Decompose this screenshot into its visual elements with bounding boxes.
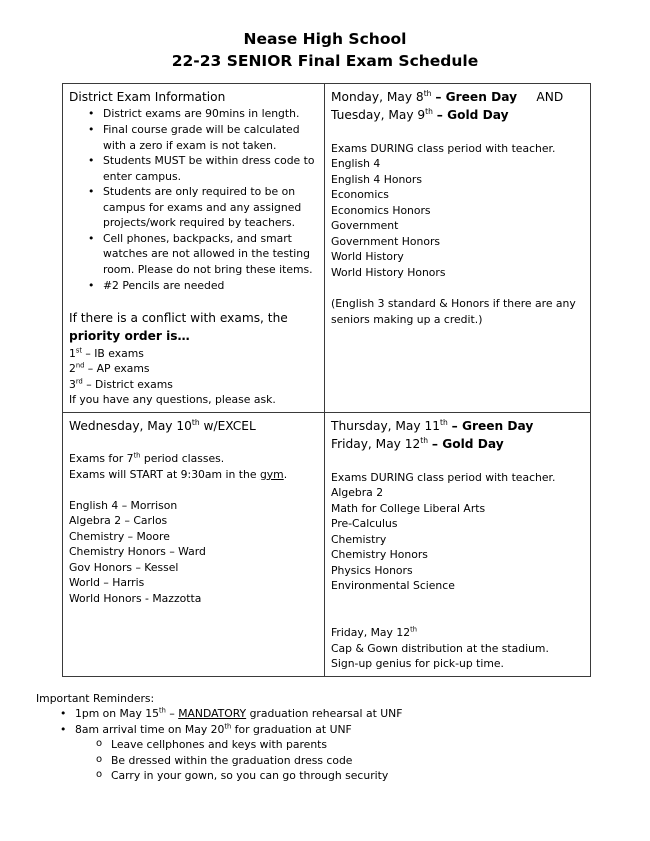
disc-bullet-icon: • bbox=[88, 154, 95, 168]
text-segment: th bbox=[423, 88, 432, 98]
blank-line bbox=[331, 125, 583, 141]
circle-bullet-icon: o bbox=[96, 769, 103, 781]
text-line bbox=[69, 417, 317, 436]
bullet-item bbox=[69, 231, 317, 278]
text-line bbox=[69, 392, 317, 408]
disc-bullet-icon: • bbox=[88, 123, 95, 137]
bullet-text bbox=[103, 231, 317, 278]
circle-bullet-icon: o bbox=[96, 753, 103, 765]
text-segment: District Exam Information bbox=[69, 89, 226, 104]
text-segment: Exams DURING class period with teacher. bbox=[331, 470, 556, 484]
text-segment: – IB exams bbox=[81, 346, 144, 360]
bullet-text bbox=[103, 278, 317, 294]
bullet-item bbox=[69, 153, 317, 184]
disc-bullet-icon: • bbox=[60, 707, 67, 721]
text-segment: Government bbox=[331, 219, 399, 233]
text-line bbox=[331, 296, 583, 327]
text-segment: World History bbox=[331, 250, 404, 264]
text-segment: Algebra 2 bbox=[331, 486, 384, 500]
bullet-item bbox=[36, 753, 614, 769]
text-segment: – bbox=[165, 707, 179, 721]
text-segment: period classes. bbox=[140, 451, 225, 465]
text-line bbox=[331, 187, 583, 203]
text-line bbox=[69, 575, 317, 591]
text-segment: Chemistry bbox=[331, 532, 387, 546]
text-segment: Environmental Science bbox=[331, 579, 455, 593]
text-segment: th bbox=[133, 451, 141, 460]
text-line bbox=[69, 513, 317, 529]
text-segment: Physics Honors bbox=[331, 563, 413, 577]
text-line bbox=[331, 417, 583, 436]
text-line bbox=[331, 563, 583, 579]
text-segment: Chemistry Honors – Ward bbox=[69, 545, 206, 559]
text-segment: nd bbox=[75, 361, 85, 370]
text-segment: Students are only required to be on campus for exams and any assigned projects/work required by teachers. bbox=[103, 185, 302, 230]
text-segment: st bbox=[75, 346, 82, 355]
bullet-text bbox=[103, 106, 317, 122]
disc-bullet-icon: • bbox=[88, 278, 95, 292]
text-segment: – Gold Day bbox=[431, 437, 504, 452]
text-segment: Exams DURING class period with teacher. bbox=[331, 141, 556, 155]
bullet-item bbox=[69, 278, 317, 294]
blank-line bbox=[69, 293, 317, 309]
disc-bullet-icon: • bbox=[60, 722, 67, 736]
text-segment: Chemistry Honors bbox=[331, 548, 428, 562]
text-segment: World History Honors bbox=[331, 265, 446, 279]
cell-may11-12-exams bbox=[325, 412, 591, 676]
text-segment: Thursday, May 11 bbox=[331, 418, 440, 433]
text-segment: If you have any questions, please ask. bbox=[69, 393, 276, 407]
text-segment: Exams will START at 9:30am in the bbox=[69, 467, 260, 481]
text-line bbox=[331, 106, 583, 125]
text-segment: th bbox=[410, 625, 417, 634]
text-line bbox=[69, 591, 317, 607]
text-segment: (English 3 standard & Honors if there are any seniors making up a credit.) bbox=[331, 297, 576, 326]
text-line bbox=[69, 377, 317, 393]
text-segment: Math for College Liberal Arts bbox=[331, 501, 486, 515]
bullet-text bbox=[111, 753, 614, 769]
text-segment: rd bbox=[75, 377, 83, 386]
important-reminders-section bbox=[36, 691, 614, 784]
text-line bbox=[331, 547, 583, 563]
text-segment: 1 bbox=[69, 346, 76, 360]
bullet-item bbox=[36, 737, 614, 753]
text-segment: th bbox=[440, 417, 448, 427]
cell-district-exam-info bbox=[63, 83, 325, 412]
text-segment: th bbox=[224, 722, 232, 731]
bullet-item bbox=[36, 768, 614, 784]
text-segment: World Honors - Mazzotta bbox=[69, 591, 202, 605]
text-segment: Algebra 2 – Carlos bbox=[69, 514, 168, 528]
text-segment: – Green Day bbox=[451, 418, 534, 433]
text-segment: Cap & Gown distribution at the stadium. bbox=[331, 641, 549, 655]
text-line bbox=[331, 516, 583, 532]
text-line bbox=[69, 498, 317, 514]
text-line bbox=[331, 625, 583, 641]
text-line bbox=[331, 501, 583, 517]
text-line bbox=[36, 691, 614, 707]
blank-line bbox=[331, 281, 583, 297]
text-segment: . bbox=[283, 467, 288, 481]
text-line bbox=[331, 435, 583, 454]
text-segment: Leave cellphones and keys with parents bbox=[111, 738, 328, 752]
text-segment: AND bbox=[517, 89, 564, 104]
text-line bbox=[331, 532, 583, 548]
bullet-text bbox=[111, 768, 614, 784]
text-segment: #2 Pencils are needed bbox=[103, 278, 225, 292]
text-line bbox=[69, 346, 317, 362]
text-segment: th bbox=[420, 436, 429, 446]
bullet-text bbox=[111, 737, 614, 753]
text-segment: 8am arrival time on May 20 bbox=[75, 722, 225, 736]
text-segment: Exams for 7 bbox=[69, 451, 134, 465]
text-line bbox=[331, 234, 583, 250]
text-line bbox=[331, 641, 583, 657]
text-line bbox=[331, 218, 583, 234]
text-segment: Friday, May 12 bbox=[331, 625, 411, 639]
text-segment: 3 bbox=[69, 377, 76, 391]
text-segment: Important Reminders: bbox=[36, 691, 155, 705]
bullet-text bbox=[75, 722, 614, 738]
text-segment: If there is a conflict with exams, the bbox=[69, 310, 288, 325]
text-line bbox=[331, 203, 583, 219]
text-segment: priority order is… bbox=[69, 329, 190, 344]
text-line bbox=[331, 141, 583, 157]
text-line bbox=[69, 88, 317, 107]
text-segment: – District exams bbox=[82, 377, 173, 391]
title-line-school: Nease High School bbox=[243, 30, 407, 48]
text-segment: Gov Honors – Kessel bbox=[69, 560, 179, 574]
text-segment: gym bbox=[259, 467, 284, 481]
text-segment: – AP exams bbox=[84, 362, 150, 376]
disc-bullet-icon: • bbox=[88, 185, 95, 199]
document-title bbox=[36, 28, 614, 73]
bullet-text bbox=[103, 153, 317, 184]
text-segment: Carry in your gown, so you can go through security bbox=[111, 769, 389, 783]
text-line bbox=[69, 451, 317, 467]
text-segment: MANDATORY bbox=[178, 707, 247, 721]
disc-bullet-icon: • bbox=[88, 231, 95, 245]
text-segment: Pre-Calculus bbox=[331, 517, 398, 531]
bullet-item bbox=[69, 122, 317, 153]
text-line bbox=[331, 485, 583, 501]
text-segment: Sign-up genius for pick-up time. bbox=[331, 657, 504, 671]
text-segment: 2 bbox=[69, 362, 76, 376]
text-segment: Economics bbox=[331, 188, 389, 202]
exam-schedule-table bbox=[62, 83, 591, 677]
text-segment: Be dressed within the graduation dress code bbox=[111, 753, 353, 767]
text-segment: w/EXCEL bbox=[199, 418, 256, 433]
text-segment: – Gold Day bbox=[436, 108, 509, 123]
text-line bbox=[331, 172, 583, 188]
bullet-item bbox=[69, 106, 317, 122]
disc-bullet-icon: • bbox=[88, 107, 95, 121]
text-segment: Government Honors bbox=[331, 234, 441, 248]
text-segment: Economics Honors bbox=[331, 203, 431, 217]
blank-line bbox=[69, 482, 317, 498]
text-line bbox=[331, 578, 583, 594]
text-line bbox=[69, 467, 317, 483]
text-segment: th bbox=[425, 107, 433, 117]
text-segment: Cell phones, backpacks, and smart watches are not allowed in the testing room. Please do not bring these items. bbox=[103, 231, 313, 276]
text-line bbox=[69, 560, 317, 576]
blank-line bbox=[69, 435, 317, 451]
blank-line bbox=[331, 454, 583, 470]
text-segment: English 4 Honors bbox=[331, 172, 422, 186]
text-segment: Tuesday, May 9 bbox=[331, 108, 426, 123]
text-line bbox=[331, 265, 583, 281]
bullet-item bbox=[69, 184, 317, 231]
text-line bbox=[331, 470, 583, 486]
text-segment: for graduation at UNF bbox=[231, 722, 352, 736]
bullet-text bbox=[103, 122, 317, 153]
text-line bbox=[69, 544, 317, 560]
bullet-item bbox=[36, 706, 614, 722]
text-line bbox=[69, 327, 317, 346]
text-line bbox=[331, 249, 583, 265]
bullet-item bbox=[36, 722, 614, 738]
blank-line bbox=[331, 609, 583, 625]
bullet-text bbox=[103, 184, 317, 231]
text-segment: Chemistry – Moore bbox=[69, 529, 170, 543]
blank-line bbox=[331, 594, 583, 610]
text-segment: – Green Day bbox=[435, 89, 518, 104]
text-line bbox=[69, 529, 317, 545]
text-segment: World – Harris bbox=[69, 576, 145, 590]
text-line bbox=[331, 656, 583, 672]
text-line bbox=[331, 88, 583, 107]
text-segment: th bbox=[191, 417, 200, 427]
cell-may10-excel-exams bbox=[63, 412, 325, 676]
text-segment: English 4 – Morrison bbox=[69, 498, 178, 512]
cell-may8-9-exams bbox=[325, 83, 591, 412]
text-segment: English 4 bbox=[331, 157, 381, 171]
text-segment: Students MUST be within dress code to enter campus. bbox=[103, 154, 315, 183]
text-segment: 1pm on May 15 bbox=[75, 707, 160, 721]
text-line bbox=[69, 309, 317, 328]
text-segment: Wednesday, May 10 bbox=[69, 418, 192, 433]
text-segment: District exams are 90mins in length. bbox=[103, 107, 300, 121]
bullet-text bbox=[75, 706, 614, 722]
text-segment: th bbox=[159, 706, 166, 715]
text-segment: graduation rehearsal at UNF bbox=[246, 707, 403, 721]
text-line bbox=[331, 156, 583, 172]
text-segment: Friday, May 12 bbox=[331, 437, 421, 452]
circle-bullet-icon: o bbox=[96, 738, 103, 750]
title-line-schedule: 22-23 SENIOR Final Exam Schedule bbox=[171, 52, 479, 71]
text-segment: Monday, May 8 bbox=[331, 89, 424, 104]
text-segment: Final course grade will be calculated with a zero if exam is not taken. bbox=[103, 123, 300, 152]
text-line bbox=[69, 361, 317, 377]
